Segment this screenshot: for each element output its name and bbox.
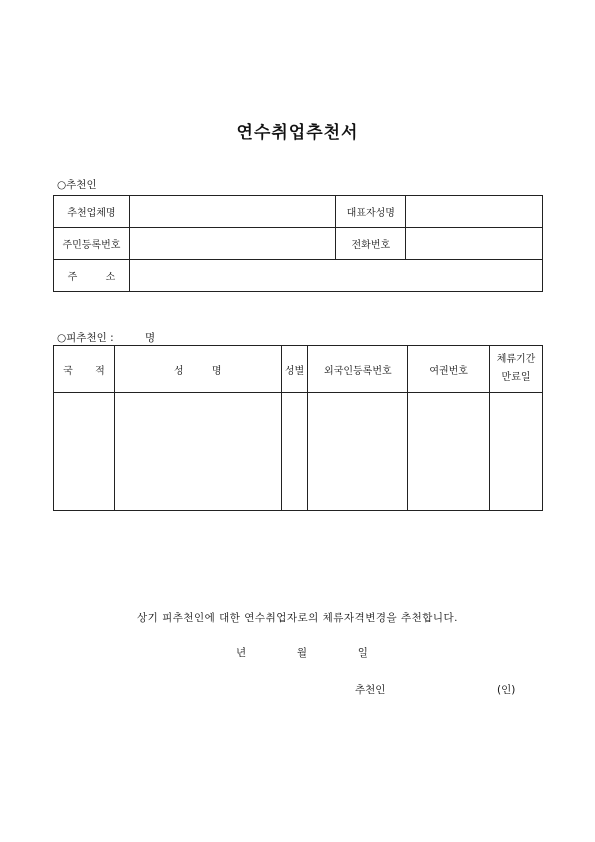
company-name-label: 추천업체명 (54, 196, 130, 228)
address-label-char-1: 주 (67, 272, 78, 283)
date-line (236, 645, 368, 660)
nationality-field[interactable] (54, 393, 115, 511)
table-row (54, 196, 543, 228)
nationality-header-char-1: 국 (63, 365, 73, 377)
name-header-char-1: 성 (173, 365, 184, 377)
representative-name-field[interactable] (406, 196, 543, 228)
table-row (54, 393, 543, 511)
stay-expiry-field[interactable] (490, 393, 543, 511)
stay-expiry-header-line-2: 만료일 (501, 372, 531, 383)
gender-field[interactable] (281, 393, 308, 511)
table-header-row (54, 346, 543, 393)
recommendation-statement: 상기 피추천인에 대한 연수취업자로의 체류자격변경을 추천합니다. (136, 612, 459, 624)
company-name-field[interactable] (129, 196, 336, 228)
signer-label: 추천인 (355, 684, 386, 696)
table-row (54, 228, 543, 260)
address-label (54, 260, 130, 292)
address-field[interactable] (129, 260, 542, 292)
passport-number-field[interactable] (408, 393, 490, 511)
date-month: 월 (296, 647, 307, 659)
date-year: 년 (236, 647, 247, 659)
representative-name-label: 대표자성명 (336, 196, 406, 228)
alien-registration-field[interactable] (308, 393, 408, 511)
nominee-count-unit: 명 (145, 332, 156, 344)
name-header (114, 346, 281, 393)
nominee-label: ○피추천인 : (57, 332, 114, 344)
gender-header: 성별 (281, 346, 308, 393)
stay-expiry-header-line-1: 체류기간 (496, 354, 536, 365)
nationality-header (54, 346, 115, 393)
resident-number-label: 주민등록번호 (54, 228, 130, 260)
recommender-section-label: ○추천인 (57, 179, 97, 191)
nationality-header-char-2: 적 (95, 365, 105, 377)
stay-expiry-header (490, 346, 543, 393)
seal-label: (인) (497, 684, 516, 696)
name-header-char-2: 명 (211, 365, 222, 377)
document-title: 연수취업추천서 (236, 123, 359, 143)
address-label-char-2: 소 (105, 272, 116, 283)
table-row (54, 260, 543, 292)
resident-number-field[interactable] (129, 228, 336, 260)
passport-number-header: 여권번호 (408, 346, 490, 393)
alien-registration-header: 외국인등록번호 (308, 346, 408, 393)
phone-number-label: 전화번호 (336, 228, 406, 260)
date-day: 일 (357, 647, 368, 659)
recommender-table (53, 195, 543, 292)
phone-number-field[interactable] (406, 228, 543, 260)
nominee-table (53, 345, 543, 511)
name-field[interactable] (114, 393, 281, 511)
nominee-section-label (57, 330, 156, 345)
